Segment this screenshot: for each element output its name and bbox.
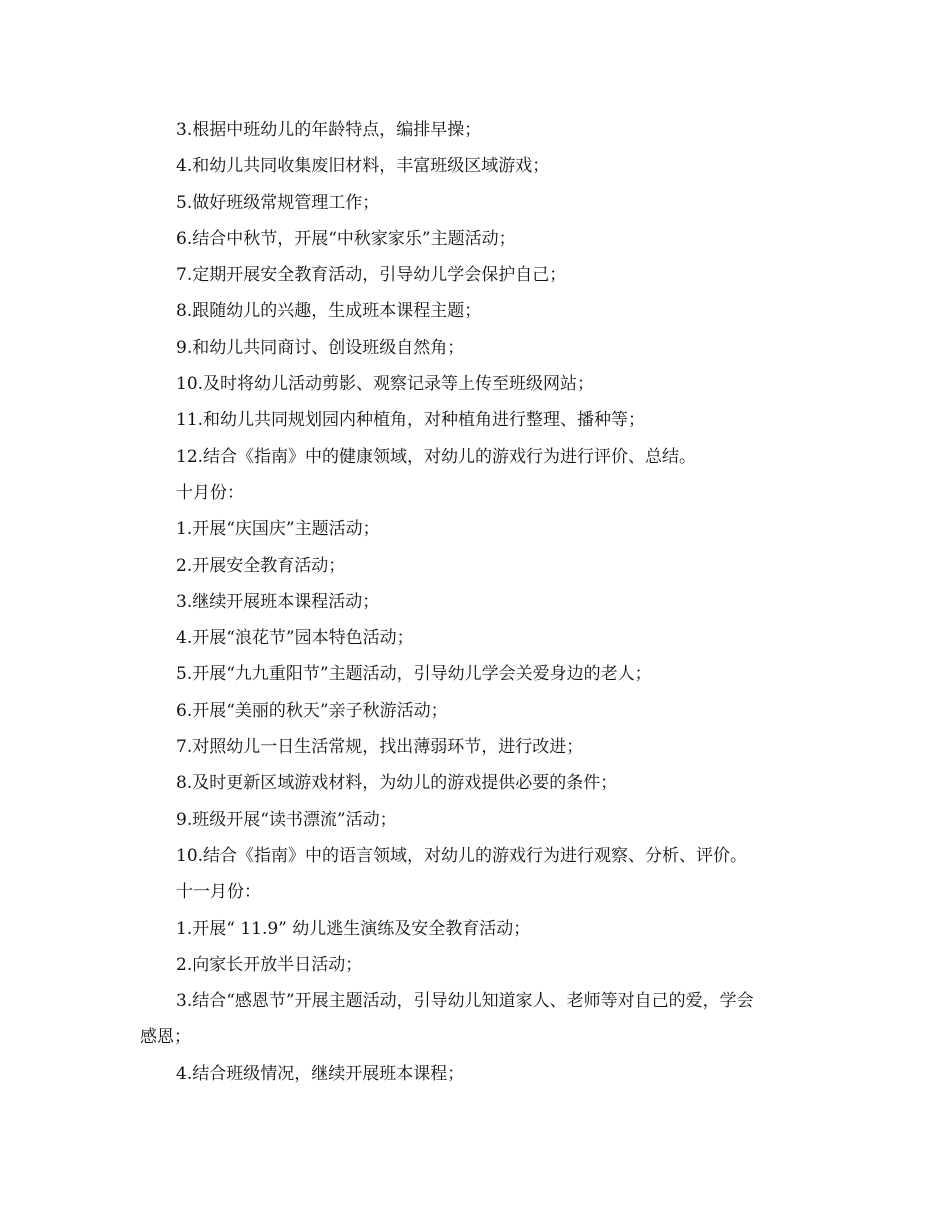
list-item: 11.和幼儿共同规划园内种植角，对种植角进行整理、播种等； xyxy=(176,410,646,431)
list-item: 3.继续开展班本课程活动； xyxy=(176,591,380,612)
list-item: 8.及时更新区域游戏材料，为幼儿的游戏提供必要的条件； xyxy=(176,773,618,794)
list-item: 8.跟随幼儿的兴趣，生成班本课程主题； xyxy=(176,301,482,322)
list-item: 10.结合《指南》中的语言领域，对幼儿的游戏行为进行观察、分析、评价。 xyxy=(176,845,748,866)
list-item: 1.开展“ 11.9” 幼儿逃生演练及安全教育活动； xyxy=(176,918,531,939)
list-item: 3.根据中班幼儿的年龄特点，编排早操； xyxy=(176,120,482,140)
document-body xyxy=(140,112,820,1092)
section-heading-october: 十月份： xyxy=(176,482,244,503)
list-item: 6.开展“美丽的秋天”亲子秋游活动； xyxy=(176,700,448,721)
list-item: 5.做好班级常规管理工作； xyxy=(176,192,380,213)
list-item: 3.结合“感恩节”开展主题活动，引导幼儿知道家人、老师等对自己的爱，学会 xyxy=(176,991,754,1012)
list-item: 7.定期开展安全教育活动，引导幼儿学会保护自己； xyxy=(176,265,567,286)
list-item: 4.结合班级情况，继续开展班本课程； xyxy=(176,1063,465,1084)
list-item: 2.向家长开放半日活动； xyxy=(176,954,363,975)
list-item: 7.对照幼儿一日生活常规，找出薄弱环节，进行改进； xyxy=(176,737,584,758)
list-item: 4.开展“浪花节”园本特色活动； xyxy=(176,628,414,649)
list-item: 1.开展“庆国庆”主题活动； xyxy=(176,519,380,540)
section-heading-november: 十一月份： xyxy=(176,882,261,903)
list-item: 6.结合中秋节，开展“中秋家家乐”主题活动； xyxy=(176,228,516,249)
list-item: 9.和幼儿共同商讨、创设班级自然角； xyxy=(176,337,465,358)
list-item-continuation: 感恩； xyxy=(140,1027,191,1048)
list-item: 12.结合《指南》中的健康领域，对幼儿的游戏行为进行评价、总结。 xyxy=(176,446,697,467)
list-item: 10.及时将幼儿活动剪影、观察记录等上传至班级网站； xyxy=(176,374,595,395)
list-item: 5.开展“九九重阳节”主题活动，引导幼儿学会关爱身边的老人； xyxy=(176,664,652,685)
list-item: 9.班级开展“读书漂流”活动； xyxy=(176,809,397,830)
list-item: 4.和幼儿共同收集废旧材料，丰富班级区域游戏； xyxy=(176,156,550,177)
list-item: 2.开展安全教育活动； xyxy=(176,555,346,576)
